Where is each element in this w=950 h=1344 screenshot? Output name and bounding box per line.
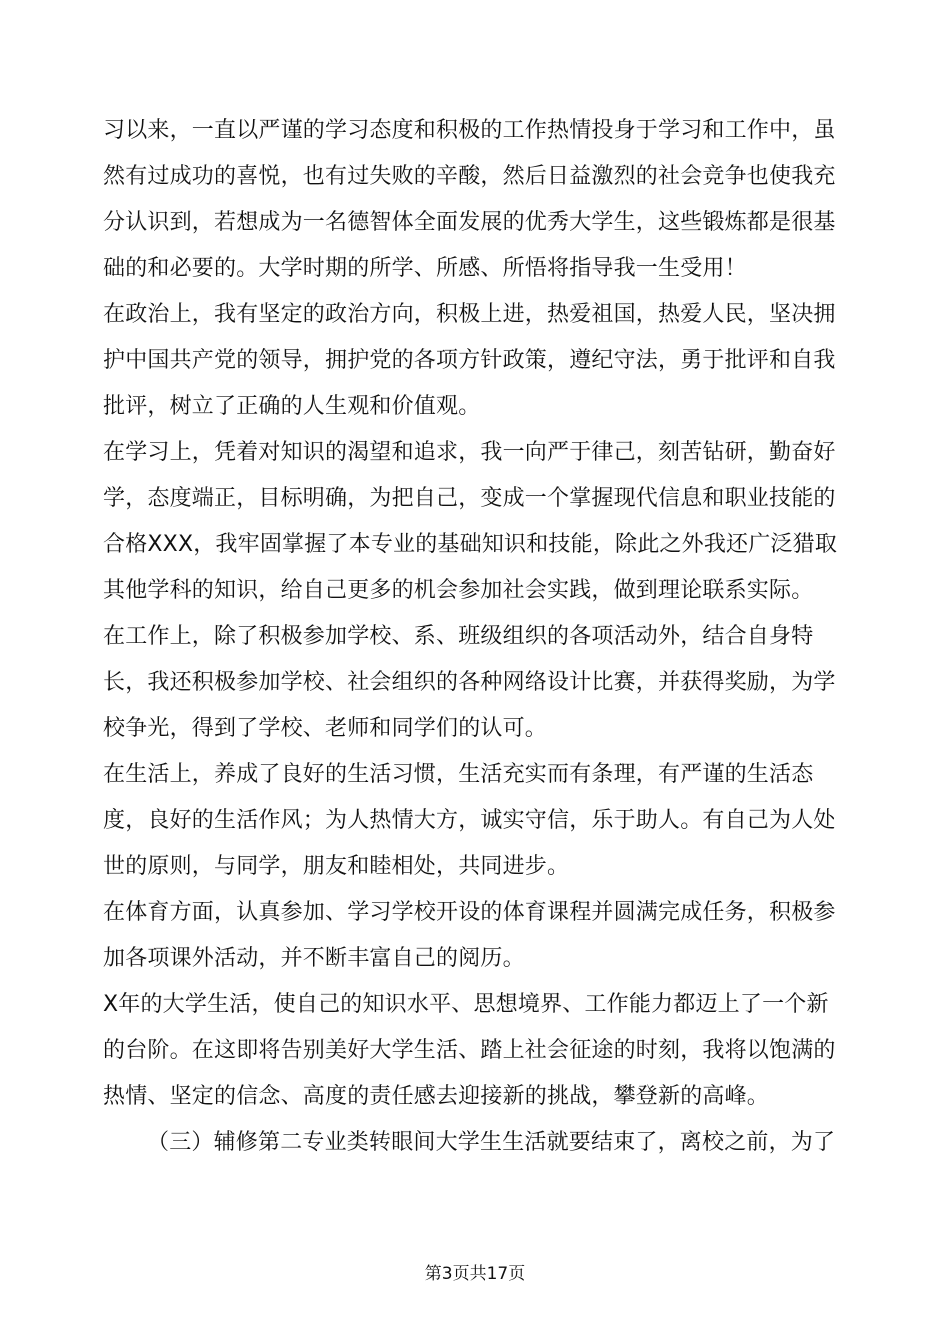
paragraph-study: 在学习上，凭着对知识的渴望和追求，我一向严于律己，刻苦钻研，勤奋好学，态度端正，目标明确，为把自己，变成一个掌握现代信息和职业技能的合格XXX，我牢固掌握了本专业的基础知识和技能，除此之外我还广泛猎取其他学科的知识，给自己更多的机会参加社会实践，做到理论联系实际。	[103, 440, 838, 603]
paragraph-sports: 在体育方面，认真参加、学习学校开设的体育课程并圆满完成任务，积极参加各项课外活动，并不断丰富自己的阅历。	[103, 900, 836, 971]
document-body	[103, 108, 843, 1166]
paragraph-summary: X年的大学生活，使自己的知识水平、思想境界、工作能力都迈上了一个新的台阶。在这即将告别美好大学生活、踏上社会征途的时刻，我将以饱满的热情、坚定的信念、高度的责任感去迎接新的挑战，攀登新的高峰。	[103, 992, 836, 1109]
paragraph-politics: 在政治上，我有坚定的政治方向，积极上进，热爱祖国，热爱人民，坚决拥护中国共产党的领导，拥护党的各项方针政策，遵纪守法，勇于批评和自我批评，树立了正确的人生观和价值观。	[103, 302, 836, 419]
paragraph-section-three: （三）辅修第二专业类转眼间大学生生活就要结束了，离校之前，为了	[147, 1130, 836, 1155]
paragraph-life: 在生活上，养成了良好的生活习惯，生活充实而有条理，有严谨的生活态度，良好的生活作风；为人热情大方，诚实守信，乐于助人。有自己为人处世的原则，与同学，朋友和睦相处，共同进步。	[103, 762, 836, 879]
paragraph-work: 在工作上，除了积极参加学校、系、班级组织的各项活动外，结合自身特长，我还积极参加学校、社会组织的各种网络设计比赛，并获得奖励，为学校争光，得到了学校、老师和同学们的认可。	[103, 624, 836, 741]
page-number-footer: 第3页共17页	[424, 1264, 526, 1284]
paragraph-intro: 习以来，一直以严谨的学习态度和积极的工作热情投身于学习和工作中，虽然有过成功的喜悦，也有过失败的辛酸，然后日益激烈的社会竞争也使我充分认识到，若想成为一名德智体全面发展的优秀大学生，这些锻炼都是很基础的和必要的。大学时期的所学、所感、所悟将指导我一生受用！	[103, 118, 836, 281]
